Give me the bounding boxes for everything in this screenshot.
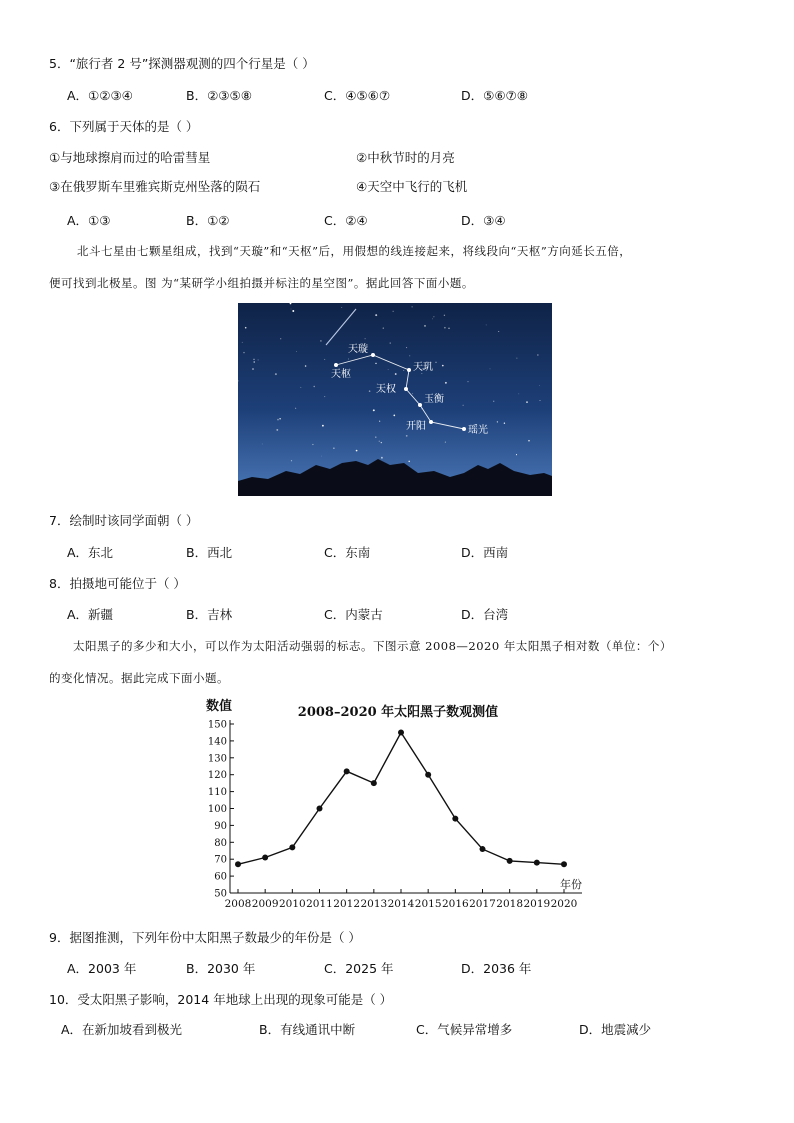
x-tick-label: 2016 bbox=[441, 898, 469, 910]
data-point-2015 bbox=[425, 772, 431, 778]
data-point-2014 bbox=[398, 729, 404, 735]
background-star bbox=[292, 310, 294, 312]
background-star bbox=[291, 309, 292, 310]
question-8-option-b[interactable]: B．吉林 bbox=[186, 607, 233, 622]
background-star bbox=[320, 340, 322, 342]
question-5-option-d[interactable]: D．⑤⑥⑦⑧ bbox=[461, 88, 528, 103]
star-yuheng bbox=[418, 403, 422, 407]
background-star bbox=[388, 369, 389, 370]
background-star bbox=[393, 415, 395, 417]
background-star bbox=[498, 331, 499, 332]
background-star bbox=[445, 442, 446, 443]
y-tick-label: 70 bbox=[214, 854, 227, 866]
y-tick-label: 140 bbox=[207, 736, 227, 748]
label-tianji: 天玑 bbox=[413, 362, 433, 373]
question-6-option-a[interactable]: A．①③ bbox=[67, 213, 111, 228]
question-10-stem: 10．受太阳黑子影响，2014 年地球上出现的现象可能是（ ） bbox=[49, 992, 393, 1007]
background-star bbox=[324, 359, 325, 360]
background-star bbox=[314, 386, 315, 387]
series-line bbox=[238, 733, 564, 865]
passage-sunspots-line-2: 的变化情况。据此完成下面小题。 bbox=[49, 671, 229, 685]
question-10-option-d[interactable]: D．地震减少 bbox=[579, 1022, 652, 1037]
data-point-2013 bbox=[371, 780, 377, 786]
star-tianxuan bbox=[371, 353, 375, 357]
star-kaiyang bbox=[429, 420, 433, 424]
background-star bbox=[528, 440, 530, 442]
data-point-2016 bbox=[452, 816, 458, 822]
background-star bbox=[497, 421, 498, 422]
question-8-option-a[interactable]: A．新疆 bbox=[67, 607, 114, 622]
data-point-2019 bbox=[534, 860, 540, 866]
background-star bbox=[365, 338, 366, 339]
question-7-stem: 7．绘制时该同学面朝（ ） bbox=[49, 513, 199, 528]
background-star bbox=[305, 365, 307, 367]
question-8-stem: 8．拍摄地可能位于（ ） bbox=[49, 576, 186, 591]
question-7-option-b[interactable]: B．西北 bbox=[186, 545, 233, 560]
question-8-option-c[interactable]: C．内蒙古 bbox=[324, 607, 383, 622]
background-star bbox=[295, 408, 296, 409]
background-star bbox=[243, 352, 244, 353]
question-5-option-a[interactable]: A．①②③④ bbox=[67, 88, 133, 103]
background-star bbox=[393, 311, 394, 312]
background-star bbox=[300, 387, 301, 388]
data-point-2010 bbox=[289, 844, 295, 850]
background-star bbox=[280, 338, 281, 339]
background-star bbox=[395, 373, 397, 375]
background-star bbox=[322, 425, 324, 427]
background-star bbox=[381, 442, 382, 443]
chart-title: 2008–2020 年太阳黑子数观测值 bbox=[297, 705, 499, 720]
background-star bbox=[406, 347, 407, 348]
label-yaoguang: 瑶光 bbox=[468, 425, 488, 436]
label-tianshu: 天枢 bbox=[331, 369, 351, 380]
x-tick-label: 2010 bbox=[278, 898, 306, 910]
data-point-2017 bbox=[480, 846, 486, 852]
data-point-2011 bbox=[317, 806, 323, 812]
background-star bbox=[526, 401, 528, 403]
background-star bbox=[242, 342, 243, 343]
y-tick-label: 80 bbox=[214, 837, 227, 849]
background-star bbox=[321, 456, 322, 457]
question-6-item-3: ③在俄罗斯车里雅宾斯克州坠落的陨石 bbox=[49, 179, 261, 194]
background-star bbox=[442, 365, 444, 367]
background-star bbox=[324, 396, 325, 397]
background-star bbox=[296, 351, 297, 352]
data-points bbox=[235, 729, 567, 867]
background-star bbox=[262, 444, 263, 445]
x-tick-label: 2018 bbox=[496, 898, 524, 910]
x-tick-label: 2008 bbox=[224, 898, 252, 910]
background-star bbox=[490, 369, 491, 370]
background-star bbox=[408, 461, 409, 462]
data-point-2018 bbox=[507, 858, 513, 864]
background-star bbox=[277, 419, 279, 421]
x-tick-label: 2009 bbox=[251, 898, 279, 910]
background-star bbox=[275, 373, 277, 375]
star-yaoguang bbox=[462, 427, 466, 431]
question-6-option-b[interactable]: B．①② bbox=[186, 213, 230, 228]
background-star bbox=[412, 306, 413, 307]
background-star bbox=[276, 429, 278, 431]
background-star bbox=[341, 307, 342, 308]
question-10-option-a[interactable]: A．在新加坡看到极光 bbox=[61, 1022, 183, 1037]
background-star bbox=[463, 405, 464, 406]
y-tick-label: 50 bbox=[214, 888, 227, 900]
background-star bbox=[444, 327, 446, 329]
passage-stars-line-2: 便可找到北极星。图 为“某研学小组拍摄并标注的星空图”。据此回答下面小题。 bbox=[49, 276, 474, 290]
question-9-option-d[interactable]: D．2036 年 bbox=[461, 961, 532, 976]
question-6-item-2: ②中秋节时的月亮 bbox=[356, 150, 455, 165]
sunspot-line-chart bbox=[198, 694, 598, 916]
y-tick-label: 150 bbox=[207, 719, 227, 731]
background-star bbox=[539, 400, 540, 401]
background-star bbox=[258, 359, 259, 360]
y-tick-label: 120 bbox=[207, 770, 227, 782]
star-tianquan bbox=[404, 387, 408, 391]
question-5-stem: 5．“旅行者 2 号”探测器观测的四个行星是（ ） bbox=[49, 56, 315, 71]
star-map-image bbox=[238, 303, 552, 496]
background-star bbox=[245, 327, 247, 329]
background-star bbox=[369, 390, 371, 392]
background-star bbox=[381, 457, 383, 459]
background-star bbox=[468, 381, 469, 382]
chart-xlabel: 年份 bbox=[560, 878, 582, 891]
background-star bbox=[504, 423, 505, 424]
background-star bbox=[279, 418, 280, 419]
y-axis bbox=[208, 720, 234, 900]
question-9-option-b[interactable]: B．2030 年 bbox=[186, 961, 256, 976]
label-tianquan: 天权 bbox=[376, 384, 396, 395]
x-tick-label: 2013 bbox=[360, 898, 388, 910]
label-yuheng: 玉衡 bbox=[424, 394, 444, 405]
background-star bbox=[356, 450, 358, 452]
question-10-option-b[interactable]: B．有线通讯中断 bbox=[259, 1022, 356, 1037]
background-star bbox=[539, 385, 540, 386]
data-point-2009 bbox=[262, 855, 268, 861]
y-tick-label: 110 bbox=[207, 787, 227, 799]
background-star bbox=[375, 363, 376, 364]
data-point-2020 bbox=[561, 861, 567, 867]
question-7-option-a[interactable]: A．东北 bbox=[67, 545, 114, 560]
background-star bbox=[424, 325, 426, 327]
x-tick-label: 2014 bbox=[387, 898, 415, 910]
question-6-option-c[interactable]: C．②④ bbox=[324, 213, 368, 228]
question-5-option-b[interactable]: B．②③⑤⑧ bbox=[186, 88, 252, 103]
background-star bbox=[444, 315, 445, 316]
question-6-option-d[interactable]: D．③④ bbox=[461, 213, 506, 228]
star-tianshu bbox=[334, 363, 338, 367]
background-star bbox=[486, 324, 487, 325]
question-8-option-d[interactable]: D．台湾 bbox=[461, 607, 509, 622]
background-star bbox=[516, 454, 517, 455]
question-5-option-c[interactable]: C．④⑤⑥⑦ bbox=[324, 88, 391, 103]
x-tick-label: 2012 bbox=[333, 898, 361, 910]
background-star bbox=[390, 343, 391, 344]
passage-sunspots-line-1: 太阳黑子的多少和大小，可以作为太阳活动强弱的标志。下图示意 2008—2020 年太阳黑子相对数（单位：个） bbox=[73, 639, 672, 653]
background-star bbox=[379, 441, 380, 442]
y-tick-label: 60 bbox=[214, 871, 227, 883]
label-tianxuan: 天璇 bbox=[348, 344, 368, 355]
background-star bbox=[403, 370, 404, 371]
background-star bbox=[433, 316, 434, 317]
question-9-option-a[interactable]: A．2003 年 bbox=[67, 961, 137, 976]
question-7-option-c[interactable]: C．东南 bbox=[324, 545, 371, 560]
background-star bbox=[312, 444, 313, 445]
background-star bbox=[291, 460, 292, 461]
x-tick-label: 2011 bbox=[306, 898, 333, 910]
background-star bbox=[333, 447, 334, 448]
passage-stars-line-1: 北斗七星由七颗星组成，找到“天璇”和“天枢”后，用假想的线连接起来，将线段向“天枢”方向延长五倍， bbox=[77, 244, 632, 258]
background-star bbox=[406, 435, 408, 437]
x-tick-label: 2017 bbox=[469, 898, 496, 910]
y-tick-label: 90 bbox=[214, 820, 227, 832]
background-star bbox=[253, 359, 254, 360]
data-point-2008 bbox=[235, 861, 241, 867]
y-tick-label: 100 bbox=[207, 804, 227, 815]
question-6-stem: 6．下列属于天体的是（ ） bbox=[49, 119, 199, 134]
question-6-item-1: ①与地球擦肩而过的哈雷彗星 bbox=[49, 150, 211, 165]
x-tick-label: 2019 bbox=[523, 898, 551, 910]
background-star bbox=[448, 328, 449, 329]
chart-ylabel: 数值 bbox=[206, 699, 233, 714]
background-star bbox=[516, 358, 517, 359]
background-star bbox=[445, 382, 447, 384]
background-star bbox=[435, 362, 436, 363]
background-star bbox=[432, 319, 433, 320]
question-10-option-c[interactable]: C．气候异常增多 bbox=[416, 1022, 513, 1037]
background-star bbox=[537, 354, 538, 355]
question-7-option-d[interactable]: D．西南 bbox=[461, 545, 509, 560]
x-tick-label: 2020 bbox=[550, 898, 578, 910]
background-star bbox=[383, 327, 384, 328]
background-star bbox=[373, 409, 375, 411]
x-tick-label: 2015 bbox=[414, 898, 442, 910]
background-star bbox=[252, 368, 254, 370]
background-star bbox=[493, 401, 494, 402]
background-star bbox=[409, 355, 410, 356]
star-tianji bbox=[407, 368, 411, 372]
background-star bbox=[518, 394, 519, 395]
background-star bbox=[422, 373, 423, 374]
background-star bbox=[348, 359, 349, 360]
y-tick-label: 130 bbox=[207, 753, 227, 765]
data-point-2012 bbox=[344, 768, 350, 774]
question-9-stem: 9．据图推测，下列年份中太阳黑子数最少的年份是（ ） bbox=[49, 930, 361, 945]
background-star bbox=[412, 393, 413, 394]
background-star bbox=[375, 314, 377, 316]
background-star bbox=[375, 436, 376, 437]
background-star bbox=[254, 361, 255, 362]
x-axis bbox=[225, 889, 582, 910]
label-kaiyang: 开阳 bbox=[406, 421, 426, 432]
question-6-item-4: ④天空中飞行的飞机 bbox=[356, 179, 468, 194]
background-star bbox=[379, 421, 380, 422]
question-9-option-c[interactable]: C．2025 年 bbox=[324, 961, 394, 976]
